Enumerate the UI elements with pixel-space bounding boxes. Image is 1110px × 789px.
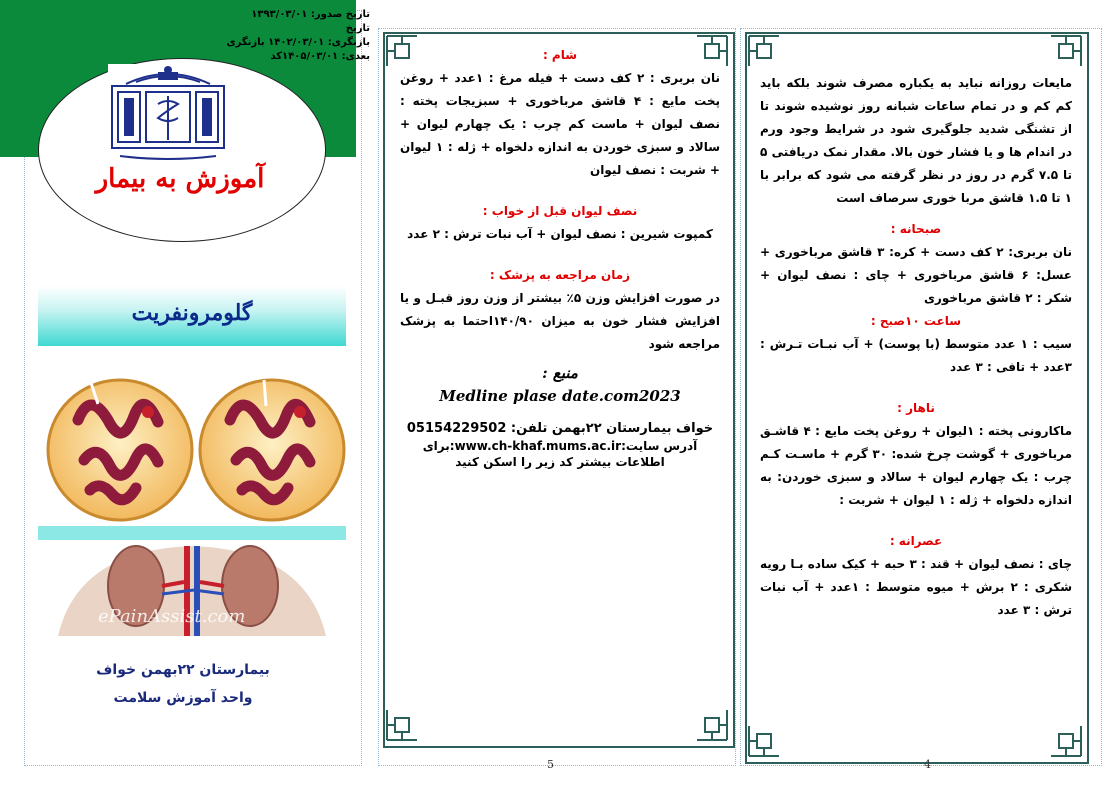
dinner-heading: شام : xyxy=(542,48,578,62)
corner-ornament-icon xyxy=(1049,34,1083,68)
website-line: آدرس سایت:www.ch-khaf.mums.ac.ir:برای اطلاعات بیشتر کد زیر را اسکن کنید xyxy=(422,439,698,469)
date-label: تاریخ xyxy=(345,23,370,34)
bedtime-text: کمپوت شیرین : نصف لیوان + آب نبات ترش : ۲ عدد xyxy=(407,227,713,241)
fluid-salt-intro: مایعات روزانه نباید به یکباره مصرف شوند بلکه باید کم کم و در تمام ساعات شبانه روز نوشیده شوند تا از تشنگی شدید جلوگیری شود در شرایط وجود ورم در اندام ها و یا فشار خون بالا. مقدار نمک دریافتی ۵ تا ۷.۵ گرم در روز در نظر گرفته می شود که برابر با ۱ تا ۱.۵ قاشق مربا خوری سرصاف است xyxy=(760,76,1072,205)
page-number-4: 4 xyxy=(924,758,931,771)
snack10-heading: ساعت ۱۰صبح : xyxy=(870,314,962,328)
hospital-name: بیمارستان ۲۲بهمن خواف xyxy=(96,662,270,678)
visit-heading: زمان مراجعه به پزشک : xyxy=(489,268,631,282)
afternoon-heading: عصرانه : xyxy=(889,534,943,548)
corner-ornament-icon xyxy=(747,34,781,68)
subject-title: گلومرونفریت xyxy=(131,300,253,326)
lunch-text: ماکارونی پخته : ۱لیوان + روغن پخت مایع : ۴ قاشـق مرباخوری + گوشت چرخ شده: ۳۰ گرم + ماسـت کـم چرب : یک چهارم لیوان + سالاد و سبزی خوردن: به اندازه دلخواه + ژله : ۱ لیوان + شربت : xyxy=(760,424,1072,507)
illustration-watermark: ePainAssist.com xyxy=(98,606,246,627)
contact-line: خواف بیمارستان ۲۲بهمن تلفن: 05154229502 xyxy=(406,421,714,436)
source-label: منبع : xyxy=(542,364,578,382)
corner-ornament-icon xyxy=(747,724,781,758)
corner-ornament-icon xyxy=(385,708,419,742)
document-dates xyxy=(210,8,370,64)
middle-column xyxy=(400,44,720,470)
cover-title: آموزش به بیمار xyxy=(95,164,265,194)
bedtime-heading: نصف لیوان قبل از خواب : xyxy=(482,204,638,218)
subject-banner xyxy=(38,286,346,346)
visit-text: در صورت افزایش وزن ۵٪ بیشتر از وزن روز قبـل و یا افزایش فشار خون به میزان ۱۴۰/۹۰احتما به پزشک مراجعه شود xyxy=(400,291,720,351)
lunch-heading: ناهار : xyxy=(897,401,935,415)
breakfast-text: نان بربری: ۲ کف دست + کره: ۳ قاشق مرباخوری + عسل: ۶ قاشق مرباخوری + چای : نصف لیوان + شکر : ۲ قاشق مرباخوری xyxy=(760,245,1072,305)
lobe-left xyxy=(48,380,192,520)
lobe-right xyxy=(200,380,344,520)
kidney-nephron-illustration xyxy=(38,350,346,636)
mums-university-logo-icon xyxy=(106,62,230,166)
dinner-text: نان بربری : ۲ کف دست + فیله مرغ : ۱عدد + روغن پخت مایع : ۴ قاشق مرباخوری + سبزیجات پخته : نصف لیوان + ماست کم چرب : یک چهارم لیوان + سالاد و سبزی خوردن به اندازه دلخواه + ژله : ۱ لیوان + شربت : نصف لیوان xyxy=(400,71,721,177)
corner-ornament-icon xyxy=(1049,724,1083,758)
breakfast-heading: صبحانه : xyxy=(890,222,942,236)
right-column xyxy=(760,72,1072,622)
page-number-5: 5 xyxy=(547,758,554,771)
source-value: Medline plase date.com2023 xyxy=(439,387,681,405)
date-revision: بازنگری: ۱۴۰۲/۰۳/۰۱ بازنگری xyxy=(226,37,370,48)
date-issued: تاریخ صدور: ۱۳۹۳/۰۳/۰۱ xyxy=(251,9,370,20)
afternoon-text: چای : نصف لیوان + قند : ۳ حبه + کیک ساده بـا رویه شکری : ۲ برش + میوه متوسط : ۱عدد + آب نبات ترش : ۳ عدد xyxy=(760,557,1073,617)
date-next: بعدی: ۱۴۰۵/۰۳/۰۱کد xyxy=(270,51,370,62)
health-education-unit: واحد آموزش سلامت xyxy=(113,690,253,706)
corner-ornament-icon xyxy=(695,708,729,742)
hospital-info xyxy=(40,656,326,712)
snack10-text: سیب : ۱ عدد متوسط (با پوست) + آب نبـات تـرش : ۳عدد + تافی : ۳ عدد xyxy=(760,337,1072,374)
